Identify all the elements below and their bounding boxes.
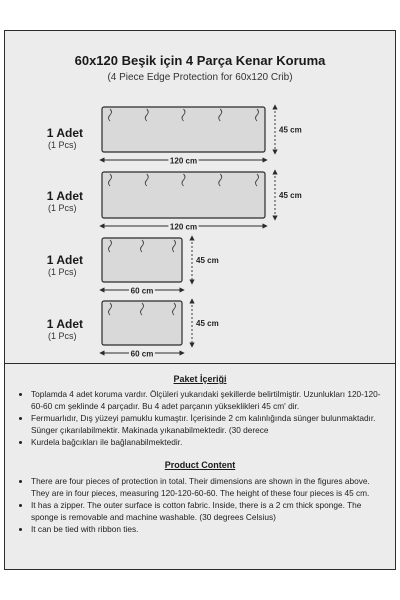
- height-label: 45 cm: [279, 125, 302, 135]
- content-heading-en: Product Content: [164, 460, 236, 470]
- pieces-diagram: [5, 31, 395, 361]
- list-item: • It can be tied with ribbon ties.: [31, 524, 385, 536]
- quantity-label-en: (1 Pcs): [48, 203, 77, 213]
- width-label: 120 cm: [169, 222, 198, 232]
- piece-outline: [102, 301, 182, 345]
- height-label: 45 cm: [196, 256, 219, 265]
- content-list-tr: [19, 389, 385, 450]
- list-item: • There are four pieces of protection in total. Their dimensions are shown in the figures above. They are in four pieces, measuring 120-120-60-60. The height of these four pieces is 45 cm.: [31, 476, 385, 499]
- quantity-label-en: (1 Pcs): [48, 140, 77, 150]
- piece-outline: [102, 107, 265, 152]
- height-label: 45 cm: [196, 319, 219, 328]
- content-list-en: [19, 476, 385, 537]
- quantity-label: 1 Adet: [46, 253, 83, 267]
- quantity-label: 1 Adet: [46, 317, 83, 331]
- content-heading-tr: Paket İçeriği: [173, 374, 227, 384]
- section-divider: [5, 363, 395, 364]
- quantity-label: 1 Adet: [46, 189, 83, 203]
- list-item: • Fermuarlıdır, Dış yüzeyi pamuklu kumaştır. İçerisinde 2 cm kalınlığında sünger bulunmaktadır. Sünger çıkarılabilmektir. Makinada yıkanabilmektedir. (30 derece: [31, 413, 385, 436]
- piece-outline: [102, 238, 182, 282]
- quantity-label-en: (1 Pcs): [48, 267, 77, 277]
- width-label: 60 cm: [130, 286, 154, 296]
- list-item: • Kurdela bağcıkları ile bağlanabilmektedir.: [31, 437, 385, 449]
- width-label: 120 cm: [169, 156, 198, 166]
- list-item: • It has a zipper. The outer surface is cotton fabric. Inside, there is a 2 cm thick sponge. The sponge is removable and machine washable. (30 degrees Celsius): [31, 500, 385, 523]
- product-info-panel: [4, 30, 396, 570]
- quantity-label-en: (1 Pcs): [48, 331, 77, 341]
- height-label: 45 cm: [279, 191, 302, 200]
- list-item: • Toplamda 4 adet koruma vardır. Ölçüleri yukarıdaki şekillerde belirtilmiştir. Uzunlukları 120-120-60-60 cm şeklinde 4 parçadır. Bu 4 adet parçanın yükseklikleri 45 cm' dir.: [31, 389, 385, 412]
- page-title: 60x120 Beşik için 4 Parça Kenar Koruma: [74, 53, 326, 68]
- width-label: 60 cm: [130, 349, 154, 359]
- piece-outline: [102, 172, 265, 218]
- page-subtitle: (4 Piece Edge Protection for 60x120 Crib): [107, 72, 293, 83]
- quantity-label: 1 Adet: [46, 126, 83, 140]
